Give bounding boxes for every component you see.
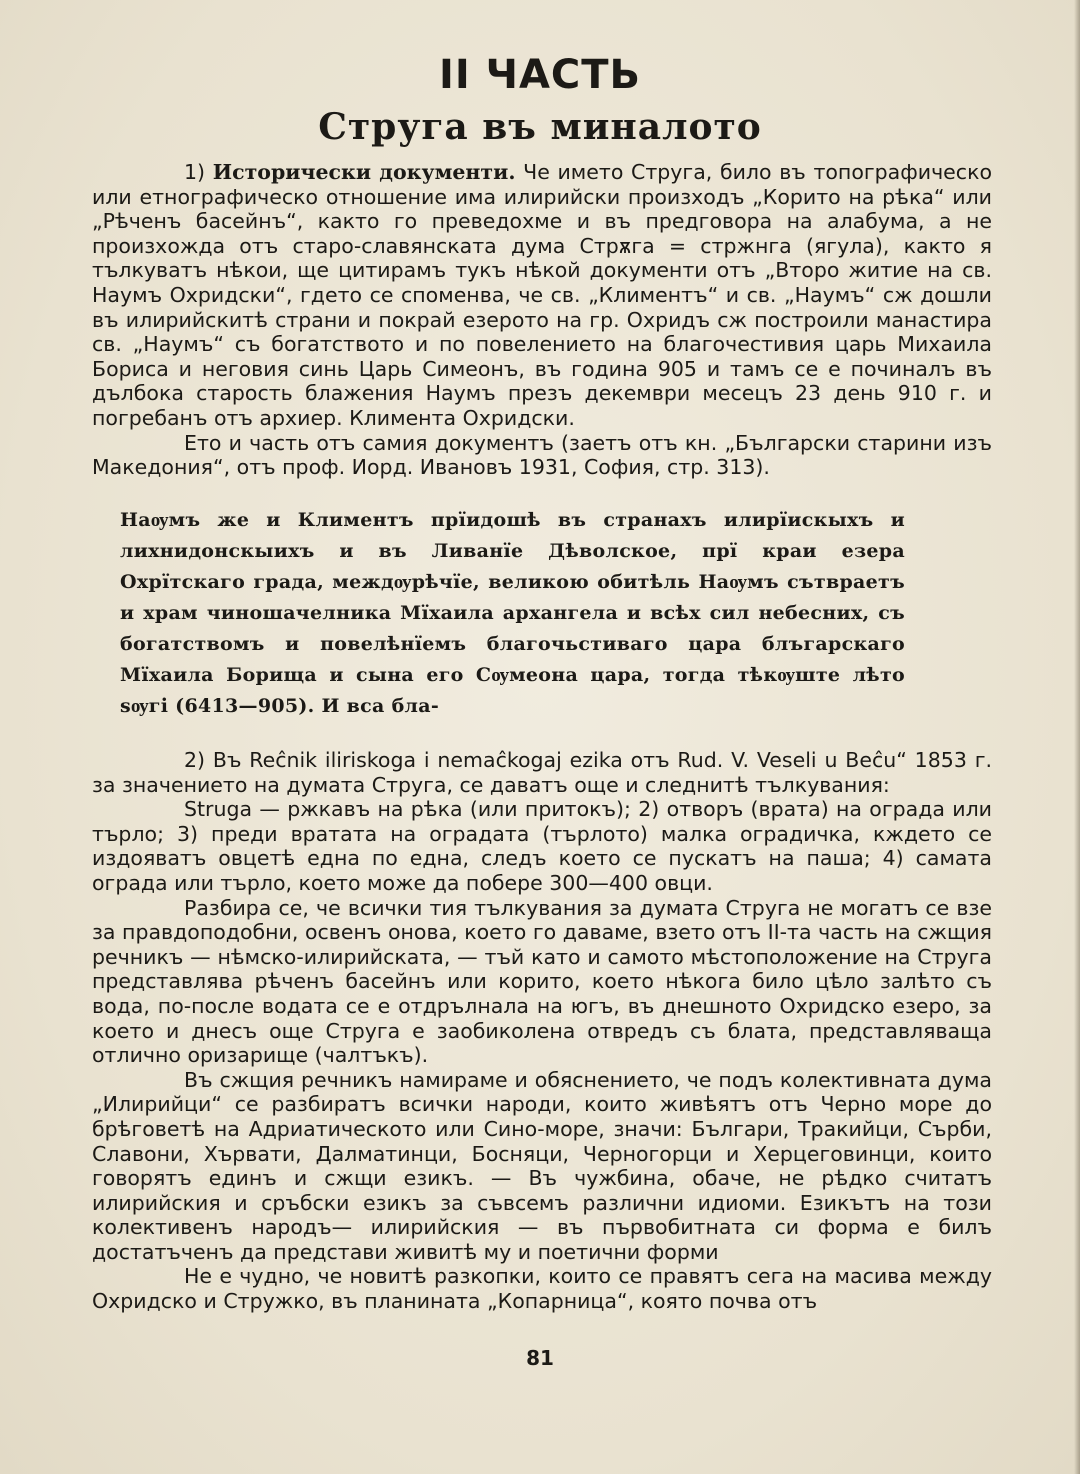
section-historical-documents	[92, 160, 992, 480]
page-edge-shadow	[1074, 0, 1080, 1474]
section2-paragraph3: Разбира се, че всички тия тълкувания за думата Струга не могатъ се взе за правдоподобни, освенъ онова, което го даваме, взето отъ II-та часть на сжщия речникъ — нѣмско-илирийската, — тъй като и самото мѣстоположение на Струга представлява рѣченъ басейнъ или корито, което нѣкога било цѣло залѣто съ вода, по-после водата се е отдрълнала на югъ, въ днешното Охридско езеро, за което и днесъ още Струга е заобиколена отвредъ съ блата, представляваща отлично оризарище (чалтъкъ).	[92, 895, 992, 1068]
section-dictionary	[92, 748, 992, 1314]
section1-paragraph1	[92, 160, 992, 431]
section1-paragraph2: Ето и часть отъ самия документъ (заетъ отъ кн. „Български старини изъ Македония“, отъ проф. Иорд. Ивановъ 1931, София, стр. 313).	[92, 430, 992, 480]
section2-paragraph2: Struga — ржкавъ на рѣка (или притокъ); 2) отворъ (врата) на ограда или търло; 3) преди вратата на оградата (търлото) малка оградичка, кждето се издояватъ овцетѣ една по една, следъ което се пускатъ на паша; 4) самата ограда или търло, което може да побере 300—400 овци.	[92, 797, 992, 895]
page-number: 81	[526, 1346, 554, 1370]
section1-number: 1)	[184, 160, 206, 184]
section2-paragraph5: Не е чудно, че новитѣ разкопки, които се правятъ сега на масива между Охридско и Стружко, въ планината „Копарница“, която почва отъ	[92, 1264, 992, 1314]
section1-text: Че името Струга, било въ топографическо или етнографическо отношение има илирийски произходъ „Корито на рѣка“ или „Рѣченъ басейнъ“, както го преведохме и въ предговора на алабума, а не произхожда отъ старо-славянската дума Стрѫга = стржнга (ягула), както я тълкуватъ нѣкои, ще цитирамъ тукъ нѣкой документи отъ „Второ житие на св. Наумъ Охридски“, гдето се споменва, че св. „Климентъ“ и св. „Наумъ“ сж дошли въ илирийскитѣ страни и покрай езерото на гр. Охридъ сж построили манастира св. „Наумъ“ съ богатството и по повелението на благочестивия царь Михаила Бориса и неговия синь Царь Симеонъ, въ година 905 и тамъ се е починалъ въ дълбока старость блажения Наумъ презъ декември месецъ 23 день 910 г. и погребанъ отъ архиер. Климента Охридски.	[92, 160, 992, 430]
old-slavonic-quote: Наѹмъ же и Климентъ прїидошѣ въ странахъ илирїискыхъ и лихнидонскыихъ и въ Ливанїе Дѣволское, прї краи езера Охрїтскаго града, междѹрѣчїе, великою обитѣль Наѹмъ сътвраетъ и храм чиношачелника Мїхаила архангела и всѣх сил небесних, съ богатствомъ и повелѣнїемъ благочьстиваго цара блъгарскаго Мїхаила Борища и сына его Сѹмеона цара, тогда тѣкѹште лѣто ѕѹгі (6413—905). И вса бла-	[120, 509, 905, 717]
part-title: II ЧАСТЬ	[438, 52, 642, 98]
section1-heading: Исторически документи.	[212, 160, 516, 184]
chapter-title: Струга въ миналото	[318, 106, 762, 148]
section2-paragraph4: Въ сжщия речникъ намираме и обяснението, че подъ колективната дума „Илирийци“ се разбиратъ всички народи, които живѣятъ отъ Черно море до брѣговетѣ на Адриатическото или Сино-море, значи: Българи, Тракийци, Сърби, Славони, Хървати, Далматинци, Босняци, Черногорци и Херцеговинци, които говорятъ единъ и сжщи езикъ. — Въ чужбина, обаче, не рѣдко считатъ илирийския и сръбски езикъ за съвсемъ различни идиоми. Езикътъ на този колективенъ народъ— илирийския — въ първобитната си форма е билъ достатъченъ да представи живитѣ му и поетични форми	[92, 1067, 992, 1264]
section2-paragraph1: 2) Въ Reĉnik iliriskoga i nemaĉkogaj ezika отъ Rud. V. Veseli u Beĉu“ 1853 г. за значението на думата Струга, се даватъ още и следнитѣ тълкувания:	[92, 748, 992, 797]
